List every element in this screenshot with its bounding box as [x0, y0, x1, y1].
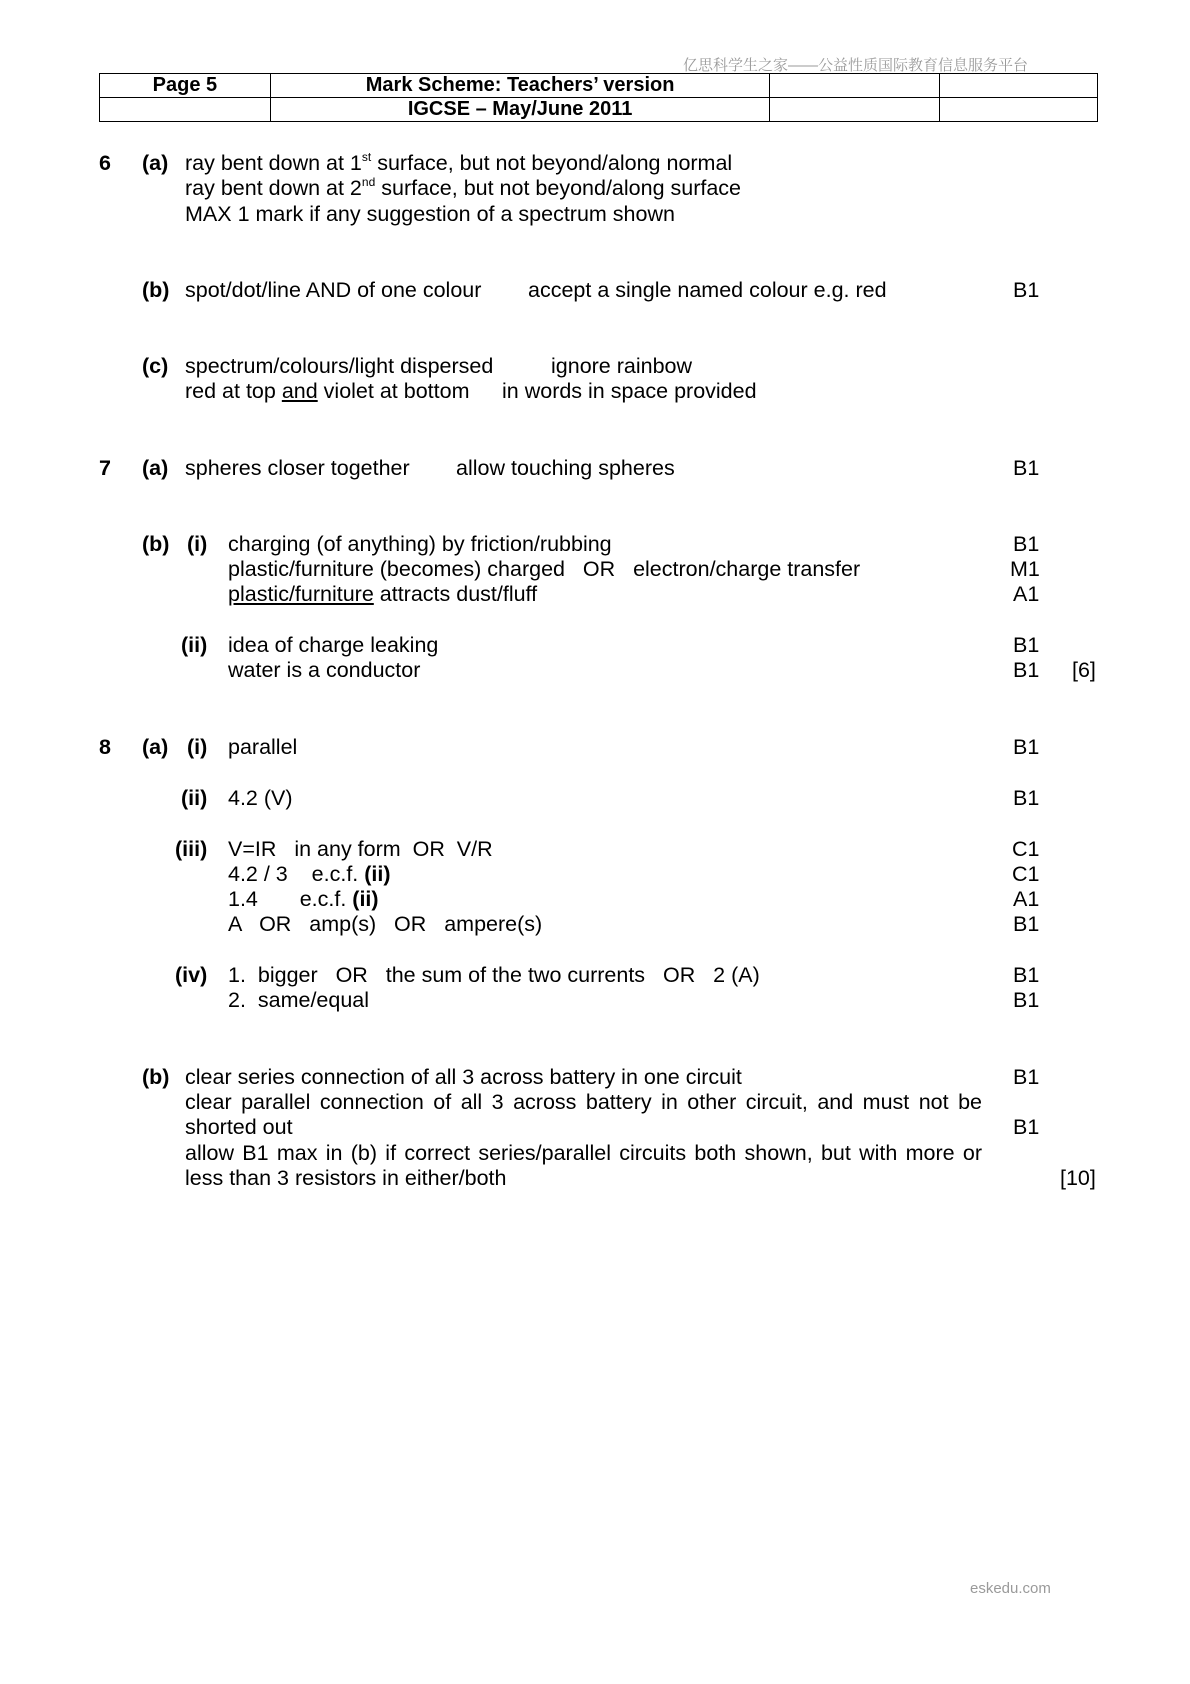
- q8b-line1: clear series connection of all 3 across battery in one circuit: [185, 1065, 742, 1089]
- q6a-line2-sup: nd: [361, 175, 376, 189]
- q7-total: [6]: [1072, 658, 1096, 682]
- q7a-note: allow touching spheres: [456, 456, 675, 480]
- q8ai-label: (i): [187, 735, 208, 759]
- q7bii-line1: idea of charge leaking: [228, 633, 439, 657]
- q8aii-text: 4.2 (V): [228, 786, 293, 810]
- q6a-line2-rest: surface, but not beyond/along surface: [375, 176, 742, 200]
- q6b-label: (b): [142, 278, 170, 302]
- q7bi-line1: charging (of anything) by friction/rubbing: [228, 532, 612, 556]
- q7bii-label: (ii): [181, 633, 208, 657]
- header-empty-2: [940, 74, 1098, 98]
- header-page: Page 5: [100, 74, 271, 98]
- q8aiii-line4: A OR amp(s) OR ampere(s): [228, 912, 543, 936]
- q8aiv-mark2: B1: [1013, 988, 1040, 1012]
- q6c-line1: spectrum/colours/light dispersed: [185, 354, 494, 378]
- q8aii-label: (ii): [181, 786, 208, 810]
- q8aiii-line2: [228, 862, 391, 887]
- q7-number: 7: [99, 456, 111, 480]
- header-subtitle: IGCSE – May/June 2011: [270, 98, 770, 122]
- q8aiii-line2-ref: (ii): [364, 862, 391, 886]
- q8aiii-mark2: C1: [1012, 862, 1040, 886]
- q7bii-mark1: B1: [1013, 633, 1040, 657]
- q7bi-mark3: A1: [1013, 582, 1040, 606]
- q8aiii-line1: V=IR in any form OR V/R: [228, 837, 493, 861]
- q8b-line3: shorted out: [185, 1115, 293, 1139]
- q6c-line2-underlined: and: [281, 379, 318, 403]
- watermark-bottom: eskedu.com: [970, 1580, 1051, 1597]
- q6a-line1-rest: surface, but not beyond/along normal: [371, 151, 733, 175]
- q7bi-mark2: M1: [1010, 557, 1040, 581]
- q8-total: [10]: [1060, 1166, 1096, 1190]
- q8aiii-mark3: A1: [1013, 887, 1040, 911]
- q8b-mark1: B1: [1013, 1065, 1040, 1089]
- q8b-label: (b): [142, 1065, 170, 1089]
- q7bi-line3-underlined: plastic/furniture: [228, 582, 374, 606]
- q6a-line1-text: ray bent down at 1: [185, 151, 362, 175]
- q6c-line2-text: red at top: [185, 379, 282, 403]
- q8aiii-mark4: B1: [1013, 912, 1040, 936]
- header-empty-5: [940, 98, 1098, 122]
- q8aiii-line2-text: 4.2 / 3 e.c.f.: [228, 862, 365, 886]
- q6c-line2: [185, 379, 469, 404]
- header-title: Mark Scheme: Teachers’ version: [270, 74, 770, 98]
- header-table: [99, 73, 1098, 122]
- q6c-label: (c): [142, 354, 169, 378]
- header-empty-3: [100, 98, 271, 122]
- q8b-line4: allow B1 max in (b) if correct series/parallel circuits both shown, but with more or: [185, 1141, 982, 1165]
- q8b-line5: less than 3 resistors in either/both: [185, 1166, 507, 1190]
- q7bii-mark2: B1: [1013, 658, 1040, 682]
- q6a-label: (a): [142, 151, 169, 175]
- q8aii-mark: B1: [1013, 786, 1040, 810]
- header-empty-4: [770, 98, 940, 122]
- q6-number: 6: [99, 151, 111, 175]
- q6c-line2-rest: violet at bottom: [317, 379, 470, 403]
- q8aiv-line1: 1. bigger OR the sum of the two currents OR 2 (A): [228, 963, 760, 987]
- q8aiii-line3-ref: (ii): [352, 887, 379, 911]
- q8aiii-line3-text: 1.4 e.c.f.: [228, 887, 353, 911]
- q8aiv-mark1: B1: [1013, 963, 1040, 987]
- header-empty-1: [770, 74, 940, 98]
- q6b-mark: B1: [1013, 278, 1040, 302]
- q7a-mark: B1: [1013, 456, 1040, 480]
- q8aiii-line3: [228, 887, 379, 912]
- q7b-label: (b): [142, 532, 170, 556]
- q6a-line3: MAX 1 mark if any suggestion of a spectrum shown: [185, 202, 675, 226]
- q7a-label: (a): [142, 456, 169, 480]
- q7bii-line2: water is a conductor: [228, 658, 421, 682]
- q8ai-mark: B1: [1013, 735, 1040, 759]
- q7bi-line2: plastic/furniture (becomes) charged OR electron/charge transfer: [228, 557, 861, 581]
- q6a-line1-sup: st: [361, 150, 372, 164]
- q8aiv-line2: 2. same/equal: [228, 988, 370, 1012]
- q8aiii-label: (iii): [175, 837, 208, 861]
- q8b-line2: clear parallel connection of all 3 across battery in other circuit, and must not be: [185, 1090, 982, 1114]
- q6b-note: accept a single named colour e.g. red: [528, 278, 887, 302]
- q8b-mark2: B1: [1013, 1115, 1040, 1139]
- q7bi-line3: [228, 582, 537, 607]
- q7bi-line3-rest: attracts dust/fluff: [373, 582, 538, 606]
- q6a-line1: [185, 151, 732, 176]
- q8-number: 8: [99, 735, 111, 759]
- q6a-line2: [185, 176, 741, 201]
- q8ai-text: parallel: [228, 735, 298, 759]
- q7bi-mark1: B1: [1013, 532, 1040, 556]
- q8a-label: (a): [142, 735, 169, 759]
- q6c-line1-note: ignore rainbow: [551, 354, 693, 378]
- q7a-text: spheres closer together: [185, 456, 410, 480]
- q8aiv-label: (iv): [175, 963, 208, 987]
- q6c-line2-note: in words in space provided: [502, 379, 757, 403]
- q6a-line2-text: ray bent down at 2: [185, 176, 362, 200]
- q7bi-label: (i): [187, 532, 208, 556]
- q6b-text: spot/dot/line AND of one colour: [185, 278, 482, 302]
- watermark-top: 亿思科学生之家——公益性质国际教育信息服务平台: [683, 57, 1029, 74]
- q8aiii-mark1: C1: [1012, 837, 1040, 861]
